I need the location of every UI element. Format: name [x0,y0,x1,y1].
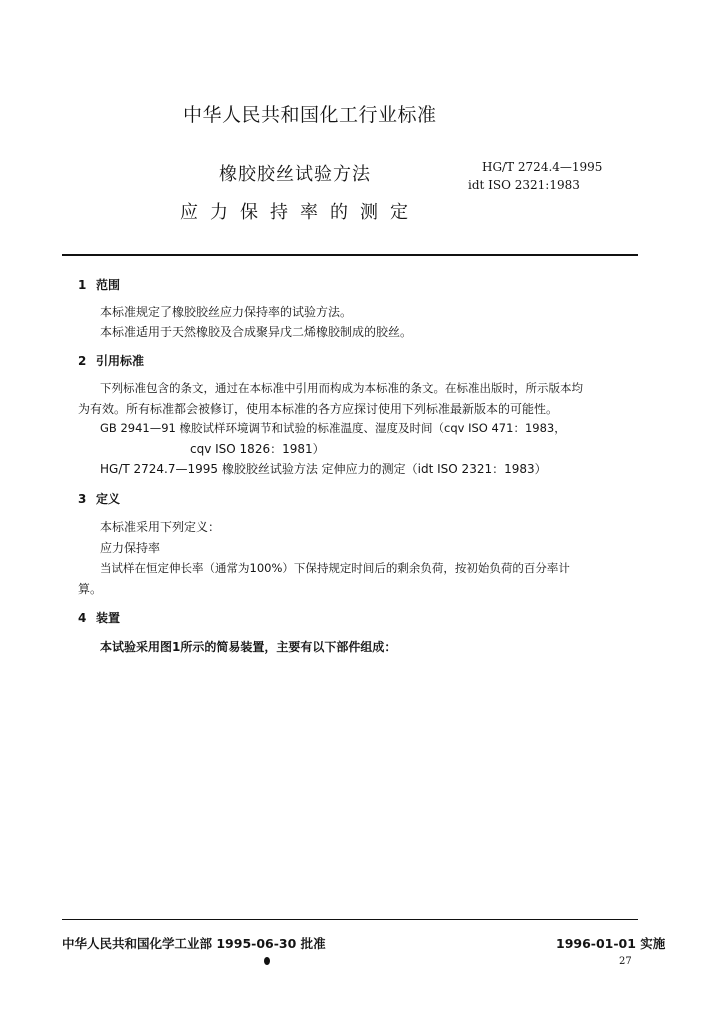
approval-statement: 中华人民共和国化学工业部 1995-06-30 批准 [62,936,326,951]
reference-entry-continued: cqv ISO 1826：1981） [190,442,325,456]
paragraph-line: 本标准规定了橡胶胶丝应力保持率的试验方法。 [100,305,353,319]
header-divider [62,254,638,256]
paragraph-line: 为有效。所有标准都会被修订，使用本标准的各方应探讨使用下列标准最新版本的可能性。 [78,402,559,416]
section-number: 3 [78,492,87,506]
section-number: 1 [78,278,87,292]
paragraph-line: 下列标准包含的条文，通过在本标准中引用而构成为本标准的条文。在标准出版时，所示版本均 [100,381,583,395]
bullet-dot [264,957,270,965]
reference-entry: HG/T 2724.7—1995 橡胶胶丝试验方法 定伸应力的测定（idt ISO 2321：1983） [100,462,547,476]
paragraph-line: 本标准适用于天然橡胶及合成聚异戊二烯橡胶制成的胶丝。 [100,325,413,339]
paragraph-line: 本试验采用图1所示的简易装置，主要有以下部件组成： [100,640,397,654]
definition-text: 当试样在恒定伸长率（通常为100%）下保持规定时间后的剩余负荷，按初始负荷的百分率计 [100,561,570,575]
paragraph-line: 本标准采用下列定义： [100,520,221,534]
reference-entry: GB 2941—91 橡胶试样环境调节和试验的标准温度、湿度及时间（cqv ISO 471：1983， [100,421,566,435]
standard-code: HG/T 2724.4—1995 [482,160,603,174]
definition-text-continued: 算。 [78,582,103,596]
section-title: 定义 [96,492,121,506]
section-number: 2 [78,354,87,368]
footer-divider [62,919,638,920]
document-subtitle: 应力保持率的测定 [180,202,420,223]
section-number: 4 [78,611,87,625]
section-1-heading [78,276,120,293]
section-4-heading [78,609,120,626]
effective-date: 1996-01-01 实施 [556,936,666,951]
section-title: 范围 [96,278,121,292]
section-2-heading [78,352,144,369]
section-title: 引用标准 [96,354,145,368]
defined-term: 应力保持率 [100,541,161,555]
page-number: 27 [619,956,632,967]
issuing-body-header: 中华人民共和国化工行业标准 [183,104,437,126]
section-title: 装置 [96,611,121,625]
document-title: 橡胶胶丝试验方法 [219,164,371,185]
section-3-heading [78,490,120,507]
iso-equivalence: idt ISO 2321:1983 [468,178,580,192]
